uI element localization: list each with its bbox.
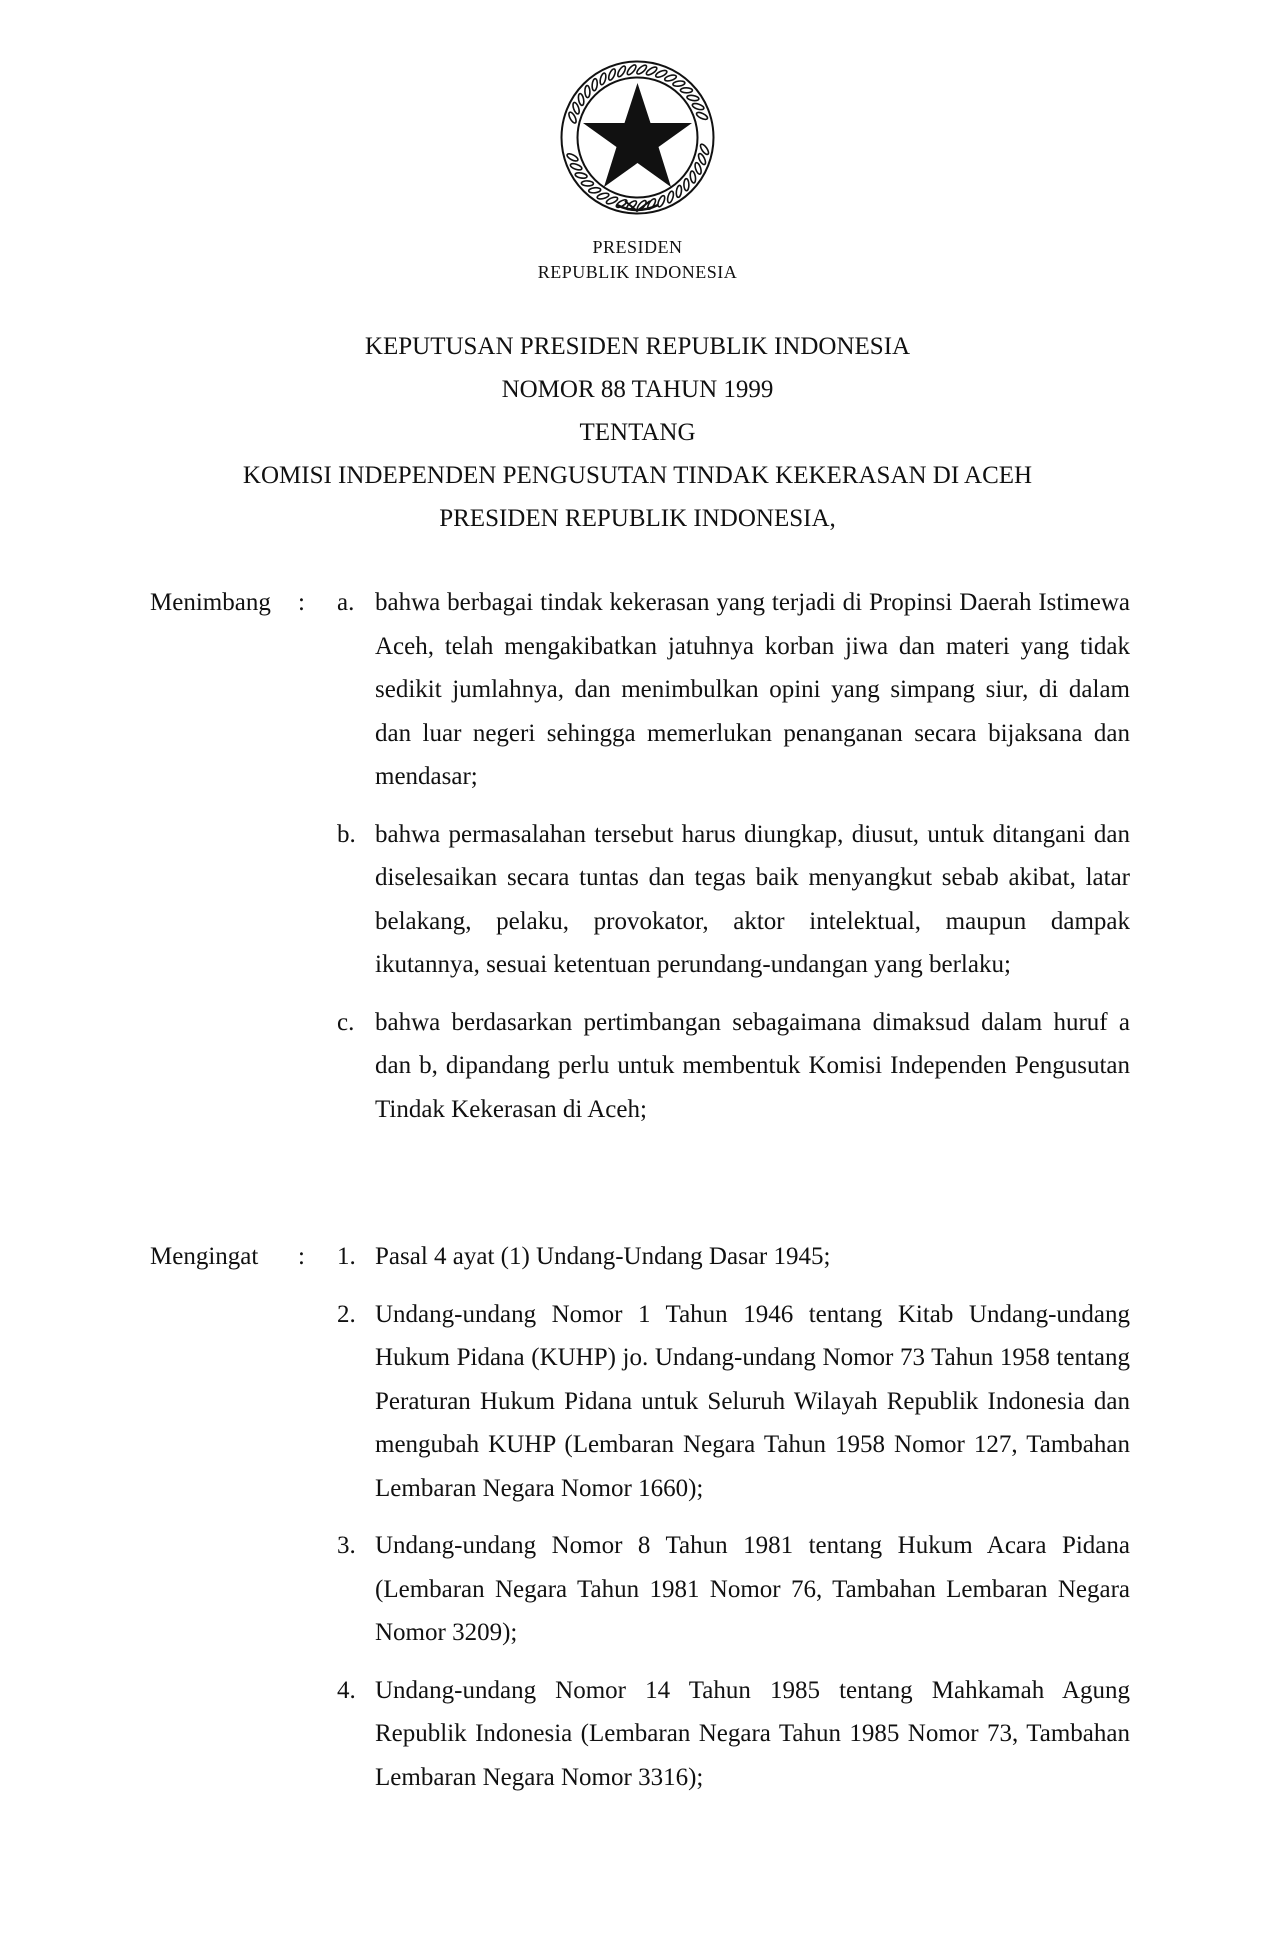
title-line-subject: KOMISI INDEPENDEN PENGUSUTAN TINDAK KEKERASAN DI ACEH [242, 462, 1033, 489]
mengingat-section [150, 1235, 1130, 1835]
wreath-leaf [696, 111, 709, 121]
wreath-leaf [566, 152, 579, 162]
title-line-tentang: TENTANG [579, 419, 696, 446]
list-item [337, 1524, 1130, 1655]
wreath-leaf [581, 181, 593, 187]
wreath-leaf [689, 171, 696, 184]
title-line-keputusan: KEPUTUSAN PRESIDEN REPUBLIK INDONESIA [364, 333, 911, 360]
wreath-leaf [578, 93, 585, 106]
item-marker: 3. [337, 1532, 356, 1559]
list-item [337, 813, 1130, 987]
menimbang-section [150, 581, 1130, 1181]
wreath-leaf [616, 65, 627, 78]
wreath-leaf [575, 172, 588, 179]
presidential-emblem-icon [555, 55, 720, 220]
section-colon: : [298, 589, 305, 616]
item-marker: b. [337, 820, 356, 848]
header-line-republik: REPUBLIK INDONESIA [537, 262, 738, 282]
wreath-leaf [588, 187, 600, 193]
list-item [337, 1001, 1130, 1132]
wreath-leaf [664, 74, 677, 82]
wreath-leaf [684, 179, 689, 191]
menimbang-list [337, 581, 1130, 1145]
wreath-leaf [692, 102, 705, 110]
item-marker: 4. [337, 1676, 356, 1704]
list-item [337, 1235, 1130, 1279]
title-line-presiden: PRESIDEN REPUBLIK INDONESIA, [439, 505, 836, 532]
section-label: Mengingat [150, 1243, 259, 1270]
item-marker: 1. [337, 1243, 356, 1270]
wreath-leaf [597, 192, 610, 200]
wreath-leaf [592, 78, 598, 90]
list-item [337, 1293, 1130, 1511]
wreath-leaf [585, 85, 591, 97]
document-title [0, 325, 1275, 540]
item-text: Undang-undang Nomor 8 Tahun 1981 tentang Hukum Acara Pidana (Lembaran Negara Tahun 1981 Nomor 76, Tambahan Lembaran Negara Nomor 3209); [375, 1532, 1130, 1646]
list-item [337, 581, 1130, 799]
section-label: Menimbang [150, 589, 271, 616]
wreath-leaf [599, 72, 607, 85]
item-marker: a. [337, 589, 355, 616]
wreath-leaf [666, 191, 674, 204]
title-line-nomor: NOMOR 88 TAHUN 1999 [501, 376, 774, 403]
mengingat-list [337, 1235, 1130, 1813]
wreath-leaf [626, 64, 638, 76]
item-text: bahwa permasalahan tersebut harus diungkap, diusut, untuk ditangani dan diselesaikan secara tuntas dan tegas baik menyangkut sebab akibat, latar belakang, pelaku, provokator, aktor intelektual, maupun dampak ikutannya, sesuai ketentuan perundang-undangan yang berlaku; [375, 820, 1130, 978]
wreath-leaf [676, 185, 683, 198]
list-item [337, 1669, 1130, 1800]
wreath-leaf [607, 68, 616, 81]
header-line-presiden: PRESIDEN [592, 237, 683, 257]
item-text: bahwa berbagai tindak kekerasan yang terjadi di Propinsi Daerah Istimewa Aceh, telah mengakibatkan jatuhnya korban jiwa dan materi yang tidak sedikit jumlahnya, dan menimbulkan opini yang simpang siur, di dalam dan luar negeri sehingga memerlukan penanganan secara bijaksana dan mendasar; [375, 589, 1130, 790]
wreath-leaf [680, 88, 692, 93]
item-marker: 2. [337, 1300, 356, 1328]
emblem-graphic [555, 55, 720, 220]
item-text: bahwa berdasarkan pertimbangan sebagaimana dimaksud dalam huruf a dan b, dipandang perlu untuk membentuk Komisi Independen Pengusutan Tindak Kekerasan di Aceh; [375, 1008, 1130, 1123]
section-colon: : [298, 1243, 305, 1270]
item-text: Undang-undang Nomor 14 Tahun 1985 tentang Mahkamah Agung Republik Indonesia (Lembaran Negara Tahun 1985 Nomor 73, Tambahan Lembaran Negara Nomor 3316); [375, 1676, 1130, 1791]
wreath-leaf [673, 80, 686, 87]
item-text: Pasal 4 ayat (1) Undang-Undang Dasar 1945; [375, 1243, 831, 1270]
wreath-leaf [570, 162, 583, 171]
item-text: Undang-undang Nomor 1 Tahun 1946 tentang Kitab Undang-undang Hukum Pidana (KUHP) jo. Undang-undang Nomor 73 Tahun 1958 tentang Peraturan Hukum Pidana untuk Seluruh Wilayah Republik Indonesia dan mengubah KUHP (Lembaran Negara Tahun 1958 Nomor 127, Tambahan Lembaran Negara Nomor 1660); [375, 1300, 1130, 1502]
item-marker: c. [337, 1008, 355, 1036]
wreath-leaf [687, 95, 700, 102]
